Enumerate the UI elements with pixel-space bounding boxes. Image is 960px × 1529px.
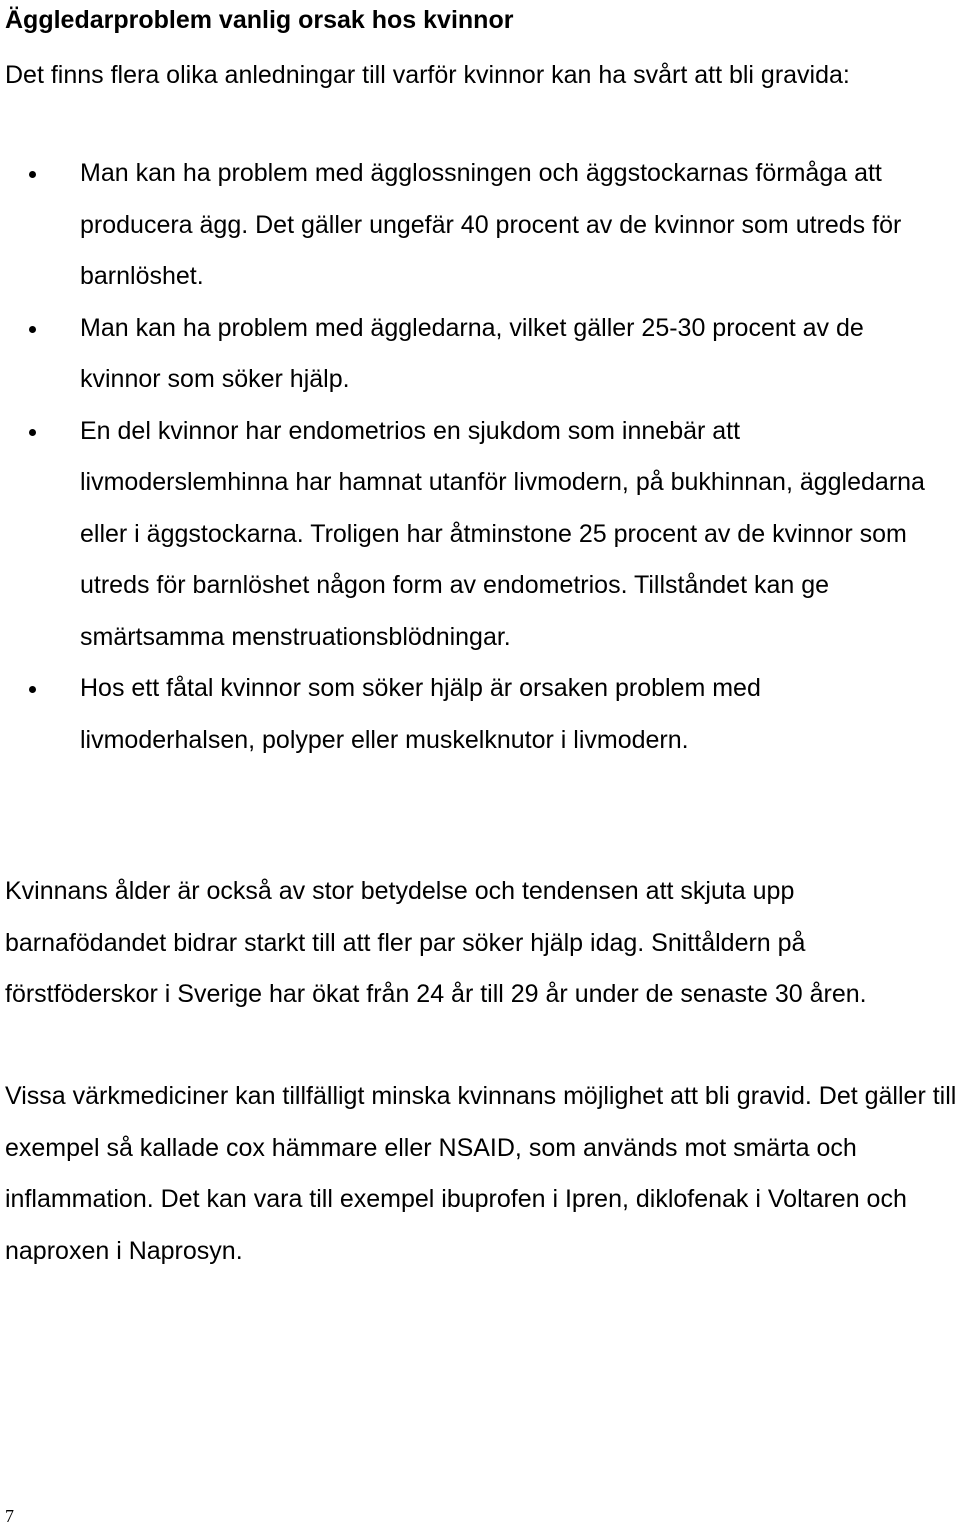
list-item-text: Man kan ha problem med ägglossningen och äggstockarnas förmåga att producera ägg. Det gäller ungefär 40 procent av de kvinnor som utreds för barnlöshet. bbox=[80, 159, 902, 290]
bullet-icon bbox=[29, 171, 36, 178]
list-item bbox=[0, 303, 955, 406]
list-item bbox=[0, 406, 955, 664]
cause-list bbox=[0, 148, 955, 766]
list-item-text: Hos ett fåtal kvinnor som söker hjälp är orsaken problem med livmoderhalsen, polyper eller muskelknutor i livmodern. bbox=[80, 674, 761, 754]
bullet-icon bbox=[29, 429, 36, 436]
list-item-text: En del kvinnor har endometrios en sjukdom som innebär att livmoderslemhinna har hamnat utanför livmodern, på bukhinnan, äggledarna eller i äggstockarna. Troligen har åtminstone 25 procent av de kvinnor som utreds för barnlöshet någon form av endometrios. Tillståndet kan ge smärtsamma menstruationsblödningar. bbox=[80, 416, 925, 651]
list-item bbox=[0, 148, 955, 303]
medicine-paragraph: Vissa värkmediciner kan tillfälligt minska kvinnans möjlighet att bli gravid. Det gäller till exempel så kallade cox hämmare eller NSAID, som används mot smärta och inflammation. Det kan vara till exempel ibuprofen i Ipren, diklofenak i Voltaren och naproxen i Naprosyn. bbox=[5, 1082, 957, 1265]
bullet-icon bbox=[29, 326, 36, 333]
list-item-text: Man kan ha problem med äggledarna, vilket gäller 25-30 procent av de kvinnor som söker hjälp. bbox=[80, 313, 864, 393]
bullet-icon bbox=[29, 686, 36, 693]
page-title: Äggledarproblem vanlig orsak hos kvinnor bbox=[5, 6, 514, 34]
intro-paragraph: Det finns flera olika anledningar till varför kvinnor kan ha svårt att bli gravida: bbox=[5, 61, 850, 89]
age-paragraph: Kvinnans ålder är också av stor betydelse och tendensen att skjuta upp barnafödandet bidrar starkt till att fler par söker hjälp idag. Snittåldern på förstföderskor i Sverige har ökat från 24 år till 29 år under de senaste 30 åren. bbox=[5, 877, 867, 1008]
list-item bbox=[0, 663, 955, 766]
page-number: 7 bbox=[5, 1506, 14, 1526]
